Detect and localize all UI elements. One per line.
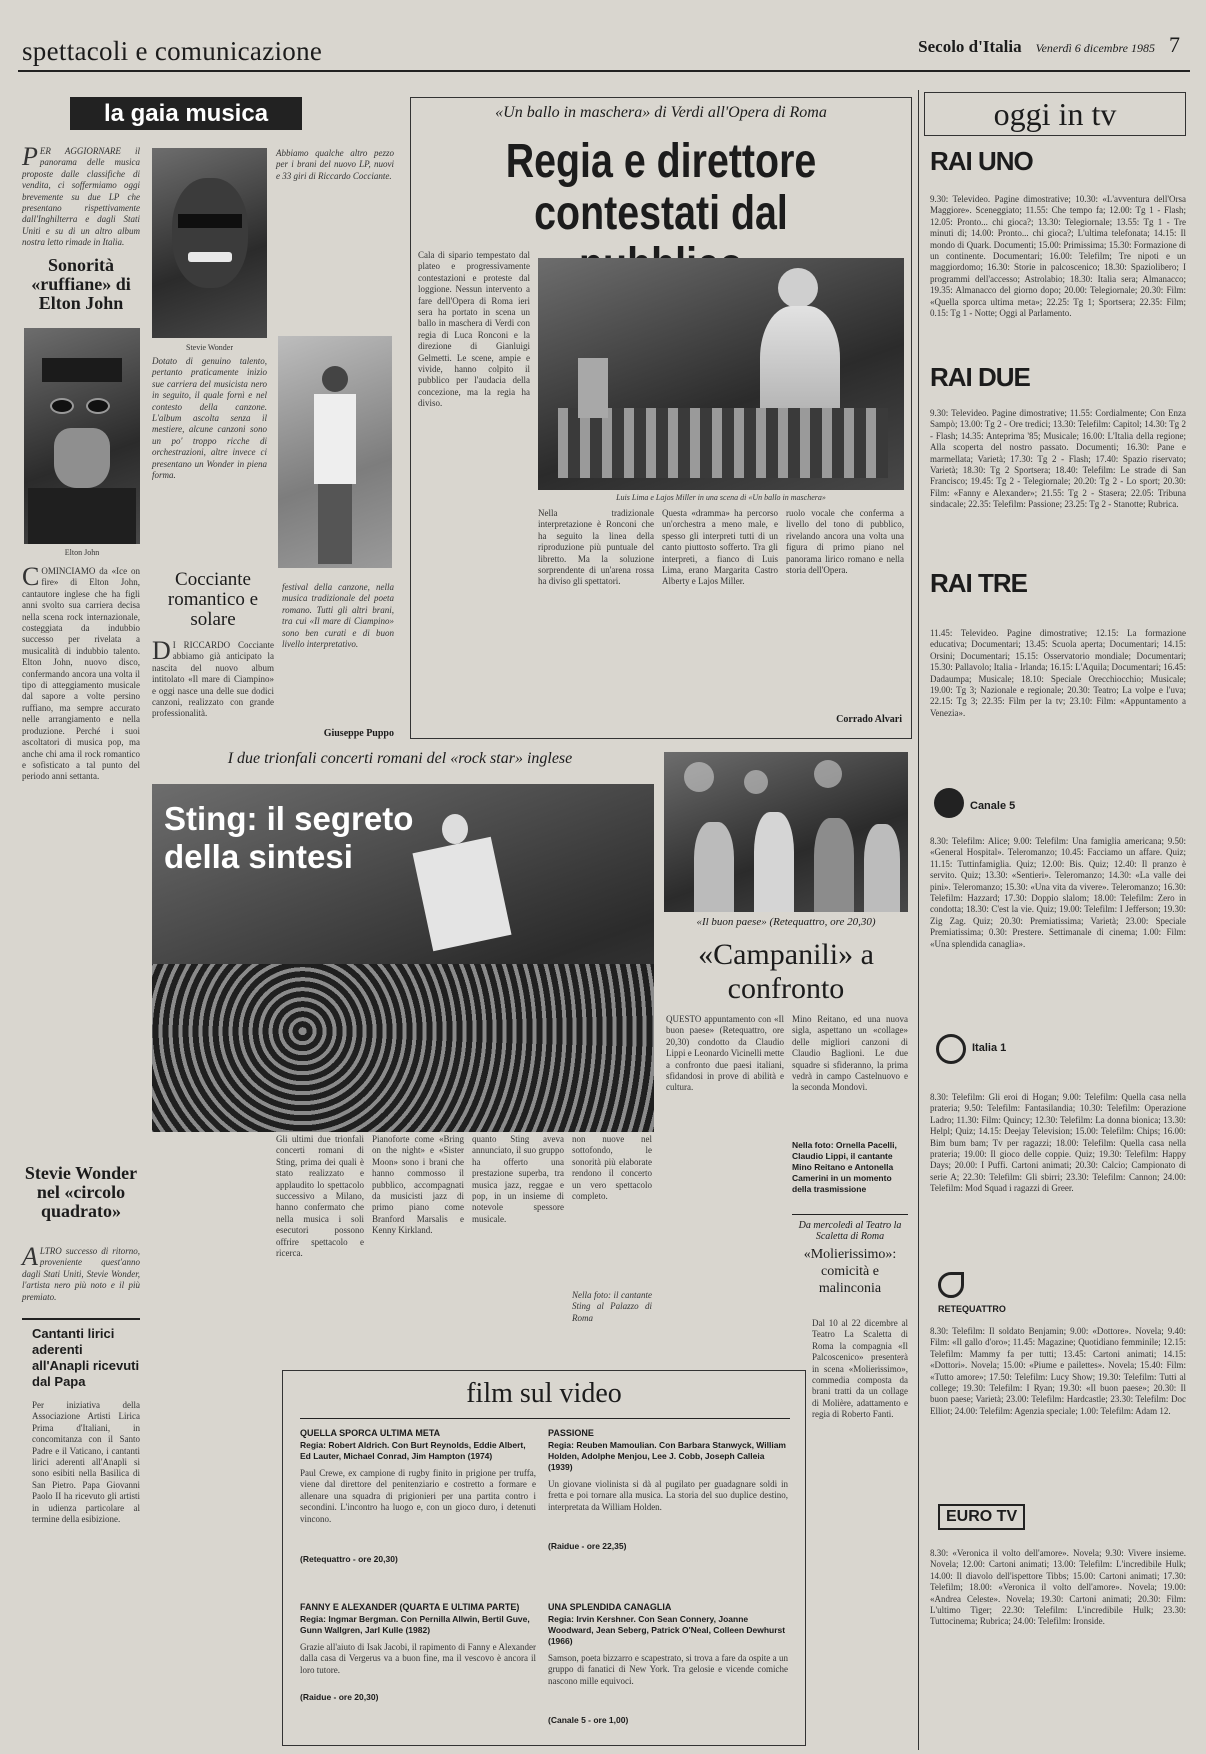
film-rule: [300, 1418, 790, 1419]
film-credits: Regia: Robert Aldrich. Con Burt Reynolds, Eddie Albert, Ed Lauter, Michael Conrad, Jim Hampton (1974): [300, 1440, 526, 1461]
tv-schedule: 8.30: Telefilm: Alice; 9.00: Telefilm: Una famiglia americana; 9.50: «General Hospital». Teleromanzo; 10.45: Facciamo un affare. Quiz; 11.15: Tuttinfamiglia. Quiz; 12.00: Bis. Quiz; 12.40: Il pranzo è servito. Quiz; 13.30: «Sentieri». Teleromanzo; 14.30: «La valle dei pini». Teleromanzo; 15.30: «Una vita da vivere». Teleromanzo; 16.30: Telefilm: Hazzard; 17.30: Doppio slalom; 18.00: Telefilm: Zero in condotta; 18.30: C'est la vie. Quiz; 19.00: Telefilm: I Jefferson; 19.30: Zig Zag. Quiz; 20.30: Premiatissima; Varietà; 23.00: Speciale Premiatissima; 0.30: Prestere. Settimanale di cinema; 1.00: Film: «Una splendida canaglia».: [930, 836, 1186, 949]
film-title: QUELLA SPORCA ULTIMA META: [300, 1428, 441, 1438]
eurotv-logo: EURO TV: [938, 1504, 1025, 1530]
newspaper-name: Secolo d'Italia: [918, 37, 1022, 56]
tv-schedule: 11.45: Televideo. Pagine dimostrative; 12.15: La formazione educativa; Documentari; 13.45: Scuola aperta; Documentari; 14.15: Orsini; Documentari; 15.15: Osservatorio mondiale; Documentari; 15.30: Pallavolo; Italia - Irlanda; 16.15: L'Aquila; Documentari; 16.45: Dadaumpa; Musicale; 18.10: Speciale Orecchiocchio; Musicale; 19.00: Tg 3; Nazionale e regionale; 20.30: Teatro; La volpe e l'uva; 22.15: Tg 3; 22.35: Film per la tv; 23.10: Film: «Appuntamento a Venezia».: [930, 628, 1186, 718]
retequattro-icon: [938, 1272, 964, 1298]
stevie-caption: Stevie Wonder: [186, 343, 233, 352]
cantanti-headline: Cantanti lirici aderenti all'Anapli ricevuti dal Papa: [32, 1326, 140, 1389]
campanili-col1: QUESTO appuntamento con «Il buon paese» (Retequattro, ore 20,30) condotto da Claudio Lippi e Leonardo Vicinelli mette a confronto due paesi italiani, sfidandosi in prove di abilità e cultura.: [666, 1014, 784, 1093]
issue-date: Venerdì 6 dicembre 1985: [1035, 41, 1155, 55]
sting-col3: quanto Sting aveva annunciato, il suo gruppo ha offerto una prestazione superba, tra musica jazz, reggae e pop, in un insieme di notevole spessore musicale.: [472, 1134, 564, 1224]
tv-schedule: 8.30: Telefilm: Il soldato Benjamin; 9.00: «Dottore». Novela; 9.40: Film: «Il gallo d'oro»; 11.45: Magazine; Quotidiano femminile; 12.15: Telefilm: Mammy fa per tutti; 13.45: Cartoni animati; 14.15: «Dottori». Novela; 15.00: «Piume e pailettes». Novela; 15.40: Film: «Tutto amore»; 17.50: Telefilm: Lucy Show; 19.30: Telefilm: Tutti al college; 19.30: Telefilm: I Ryan; 19.30: «Il buon paese»; 20.30: Il buon paese; Varietà; 23.00: Telefilm: Hardcastle; 23.30: Telefilm: Doc Elliot; 24.00: Telefilm: Agenzia speciale; 1.00: Telefilm: Adam 12.: [930, 1326, 1186, 1416]
teatro-headline: «Molierissimo»: comicità e malinconia: [803, 1247, 897, 1296]
sting-col2: Pianoforte come «Bring on the night» e «Sister Moon» sono i brani che hanno commosso il pubblico, accompagnati da musicisti jazz di primo piano come Branford Marsalis e Kenny Kirkland.: [372, 1134, 464, 1236]
film-title: FANNY E ALEXANDER (QUARTA E ULTIMA PARTE): [300, 1602, 520, 1612]
elton-john-photo: [24, 328, 140, 544]
header-rule: [18, 70, 1190, 72]
raitre-logo: RAI TRE: [930, 568, 1027, 598]
teatro-body: Dal 10 al 22 dicembre al Teatro La Scaletta di Roma la compagnia «Il Palcoscenico» presenterà in scena «Molierissimo», commedia composta da brani tratti da un collage di Molière, adattamento e regia di Roberto Fanti.: [812, 1318, 908, 1420]
music-banner-label: la gaia musica: [103, 100, 269, 127]
music-banner: [70, 97, 302, 130]
tv-title: oggi in tv: [993, 96, 1117, 132]
opera-lead-text: Cala di sipario tempestato dal plateo e progressivamente contestazioni e proteste dal loggione. Nessun intervento a fare dell'Opera di Roma ieri sera ha portato in scena un ballo in maschera di Verdi con regia di Luca Ronconi e la direzione di Gianluigi Gelmetti. Le scene, ampie e vivide, hanno colpito il pubblico per l'audacia della concezione, ma la regia ha diviso.: [418, 250, 530, 409]
film-title: UNA SPLENDIDA CANAGLIA: [548, 1602, 672, 1612]
film-synopsis: Grazie all'aiuto di Isak Jacobi, il rapimento di Fanny e Alexander dalla casa di Vergerus va a buon fine, ma il vescovo è ancora il loro tutore.: [300, 1642, 536, 1675]
film-section-title: film sul video: [466, 1378, 622, 1409]
film-title: PASSIONE: [548, 1428, 594, 1438]
tv-schedule: 9.30: Televideo. Pagine dimostrative; 11.55: Cordialmente; Con Enza Sampò; 13.00: Tg 2 - Ore tredici; 13.30: Telefilm: Capitol; 14.30: Tg 2 - Flash; 14.35: Anteprima '85; Musicale; 16.00: L'Italia della regione; Alla scoperta del nostro passato. Documenti; 16.30: Pane e marmellata; Varietà; 17.30: Tg 2 - Flash; 17.40: Spazio riservato; Varietà; 18.30: Tg 2 Sportsera; 18.40: Telefilm: Le strade di San Francisco; 19.45: Tg 2 - Telegiornale; 20.20: Tg 2 - Lo sport; 20.30: Film: «Fanny e Alexander»; 21.55: Tg 2 - Stasera; 22.05: Tribuna sindacale; 22.35: Telefilm: Passione; 23.25: Tg 2 - Stanotte; Rubrica.: [930, 408, 1186, 510]
film-credits: Regia: Ingmar Bergman. Con Pernilla Allwin, Bertil Guve, Gunn Wallgren, Jarl Kulle (1982): [300, 1614, 530, 1635]
opera-stage-photo: [538, 258, 904, 490]
campanili-headline: «Campanili» a confronto: [698, 938, 874, 1005]
section-title: spettacoli e comunicazione: [22, 36, 323, 66]
tv-schedule: 8.30: Telefilm: Gli eroi di Hogan; 9.00: Telefilm: Quella casa nella prateria; 9.50: Telefilm: Fantasilandia; 10.30: Telefilm: Operazione Ladro; 11.30: Film: Quincy; 12.30: Telefilm: La donna bionica; 13.30: Helpl; Quiz; 14.15: Deejay Television; 15.00: Telefilm: Chips; 16.00: Bim bum bam; Tv per ragazzi; 18.00: Telefilm: Quella casa nella prateria; 19.00: Il gioco delle coppie. Quiz; 19.30: Telefilm: Happy Days; 20.00: I Puffi. Cartoni animati; 20.30: Calcio; Campionato di serie A; 22.30: Telefilm: Gli sbirri; 23.30: Telefilm: Cannon; 24.00: Telefilm: Mod Squad i ragazzi di Greer.: [930, 1092, 1186, 1194]
stevie-wonder-photo: [152, 148, 267, 338]
film-item: [300, 1428, 536, 1564]
italia1-logo: Italia 1: [972, 1042, 1007, 1054]
cantanti-body: Per iniziativa della Associazione Artisti Lirica Prima d'Italiani, in concomitanza con il Santo Padre e il Vaticano, i cantanti lirici aderenti all'Anapli si sono esibiti nella Basilica di San Pietro. Papa Giovanni Paolo II ha ricevuto gli artisti in udienza particolare al termine della esibizione.: [32, 1400, 140, 1525]
buon-paese-photo: [664, 752, 908, 912]
cantanti-rule: [22, 1318, 140, 1320]
sting-col1: Gli ultimi due trionfali concerti romani di Sting, prima dei quali è stato realizzato e applaudito lo spettacolo successivo a Milano, hanno confermato che nella musica i soli esecutori possono offrire spettacolo e ricerca.: [276, 1134, 364, 1259]
canale5-icon: [934, 788, 964, 818]
music-intro: PER AGGIORNARE il panorama delle musica proposte dalle classifiche di vendita, ci soffermiamo oggi brevemente su due LP che presentano rispettivamente dall'Inghilterra e dagli Stati Uniti e su di un altro album nostra letto rimade in Italia.: [22, 142, 140, 248]
elton-body: COMINCIAMO da «Ice on fire» di Elton John, cantautore inglese che ha figli anni svolto sua carriera decisa nella scena rock internazionale, costeggiata da indubbio successo per rivelata a musicalità di indubbio talento. Elton John, nuovo disco, confermando ancora una volta il tipo di atteggiamento musicale dal sapore a volte persino ruffiano, ma sempre accurato nelle arrangiamento e nella produzione. Perché i suoi ascoltatori di musica pop, ma anche chi ama il rock romantico e sofisticato a tal punto del periodo anni settanta.: [22, 562, 140, 782]
opera-col1: Nella tradizionale interpretazione è Ronconi che ha seguito la linea della riproduzione più puntuale del libretto. Ma la soluzione sorprendente di un'arena rossa ha diviso gli spettatori.: [538, 508, 654, 587]
teatro-kicker: Da mercoledì al Teatro la Scaletta di Roma: [798, 1220, 902, 1242]
film-item: [300, 1602, 536, 1702]
stevie-headline: Stevie Wonder nel «circolo quadrato»: [24, 1163, 138, 1221]
film-synopsis: Un giovane violinista si dà al pugilato per guadagnare soldi in fretta e poi tornare alla musica. La storia del suo duplice destino, interpretata da William Holden.: [548, 1479, 788, 1512]
campanili-col2: Mino Reitano, ed una nuova sigla, aspettano un «collage» delle migliori canzoni di Claudio Baglioni. Le due squadre si sfideranno, la prima vedrà in campo Castelnuovo e la seconda Mondovì.: [792, 1014, 908, 1093]
cocciante-headline: Cocciante romantico e solare: [167, 569, 259, 630]
sting-headline: Sting: il segreto della sintesi: [164, 800, 414, 875]
opera-headline: Regia e direttore contestati dal: [505, 135, 817, 240]
opera-col3: ruolo vocale che conferma a livello del tono di pubblico, rivelando ancora una volta una figura di primo piano nel panorama lirico romano e nella storia dell'Opera.: [786, 508, 904, 576]
elton-caption: Elton John: [64, 548, 100, 557]
elton-headline: Sonorità «ruffiane» di Elton John: [31, 255, 131, 313]
stevie-review: Dotato di genuino talento, pertanto praticamente inizio sue carriera del musicista nero in seguito, il quale fornì e nel contesto della canzone. L'album ascolta senza il mestiere, alcune canzoni sono un po' troppo ricche di orchestrazioni, altre invece ci presentano un Wonder in piena forma.: [152, 356, 267, 481]
italia1-icon: [936, 1034, 966, 1064]
opera-photo-caption: Luis Lima e Lajos Miller in una scena di «Un ballo in maschera»: [616, 493, 826, 502]
opera-author: Corrado Alvari: [836, 714, 902, 725]
sting-col4: non nuove nel sottofondo, le sonorità più elaborate rendono il concerto un vero spettacolo completo.: [572, 1134, 652, 1202]
masthead: [918, 32, 1180, 58]
film-channel: (Raidue - ore 22,35): [548, 1541, 627, 1551]
film-channel: (Canale 5 - ore 1,00): [548, 1715, 629, 1725]
opera-col2: Questa «dramma» ha percorso un'orchestra a meno male, e spesso gli interpreti tutti di un canto piuttosto sofferto. Tra gli interpreti, a fianco di Luis Lima, erano Margarita Castro Alberty e Lajos Miller.: [662, 508, 778, 587]
film-channel: (Raidue - ore 20,30): [300, 1692, 379, 1702]
canale5-logo: Canale 5: [970, 800, 1016, 812]
sting-kicker: I due trionfali concerti romani del «rock star» inglese: [227, 750, 573, 767]
tv-column-rule: [918, 90, 919, 1750]
stevie-body: ALTRO successo di ritorno, proveniente quest'anno dagli Stati Uniti, Stevie Wonder, l'artista nero più noto e il più premiato.: [22, 1242, 140, 1302]
film-item: [548, 1428, 788, 1551]
film-synopsis: Samson, poeta bizzarro e scapestrato, si trova a fare da ospite a un gruppo di fanatici di New York. Tra gelosie e vicende comiche nascono mille equivoci.: [548, 1653, 788, 1686]
campanili-photo-note: Nella foto: Ornella Pacelli, Claudio Lippi, il cantante Mino Reitano e Antonella Camerini in un momento della trasmissione: [792, 1140, 897, 1194]
buon-paese-caption: «Il buon paese» (Retequattro, ore 20,30): [696, 916, 876, 928]
music-mid-bottom: festival della canzone, nella musica tradizionale del poeta romano. Tutti gli altri brani, tra cui «Il mare di Ciampino» sono ben curati e di buon livello interpretativo.: [282, 582, 394, 650]
teatro-rule: [792, 1214, 908, 1215]
film-credits: Regia: Irvin Kershner. Con Sean Connery, Joanne Woodward, Jean Seberg, Patrick O'Neal, Colleen Dewhurst (1966): [548, 1614, 786, 1646]
sting-caption: Nella foto: il cantante Sting al Palazzo di Roma: [572, 1290, 652, 1323]
raidue-logo: RAI DUE: [930, 362, 1030, 392]
tv-schedule: 9.30: Televideo. Pagine dimostrative; 10.30: «L'avventura dell'Orsa Maggiore». Sceneggiato; 11.55: Che tempo fa; 12.00: Tg 1 - Flash; 12.05: Pronto... chi gioca?; 13.30: Telegiornale; 13.55: Tg 1 - Tre minuti di; 14.00: Pronto... chi gioca?; L'ultima telefonata; 14.15: Il mondo di Quark. Documenti; 15.00: Primissima; 15.30: Formazione di un continente. Documentari; 16.00: Telefilm; Tre nipoti e un maggiordomo; 16.30: Storie in palcoscenico; 18.30: Spaziolibero; I programmi dell'accesso; Astrolabio; 18.30: Italia sera; Almanacco; 19.35: Almanacco del giorno dopo; 20.00: Telegiornale; 20.30: Film: «Quella sporca ultima meta»; 22.25: Tg 1; Sportsera; 22.35: Film; 0.15: Tg 1 - Notte; Oggi al Parlamento.: [930, 194, 1186, 319]
retequattro-logo: RETEQUATTRO: [938, 1304, 1006, 1314]
concert-photo: [278, 336, 392, 568]
cocciante-body: DI RICCARDO Cocciante abbiamo già anticipato la nascita del nuovo album intitolato «Il mare di Ciampino» e oggi nasce una delle sue dodici canzoni, realizzato con grande professionalità.: [152, 636, 274, 719]
opera-kicker: «Un ballo in maschera» di Verdi all'Opera di Roma: [495, 104, 827, 121]
music-author: Giuseppe Puppo: [323, 728, 394, 739]
tv-schedule: 8.30: «Veronica il volto dell'amore». Novela; 9.30: Vivere insieme. Novela; 12.00: Cartoni animati; 13.00: Telefilm: L'incredibile Hulk; 14.00: Il diavolo dell'ispettore Tibbs; 15.00: Cartoni animati; 17.30: Telefilm; 18.00: «Veronica il volto dell'amore». Novela; 19.00: «Andrea Celeste». Novela; 19.30: Cartoni animati; 20.30: Film: L'ultimo Tiger; 22.30: Telefilm: L'incredibile Hulk; 23.30: Tuttocinema; Rubrica; 24.00: Telefilm: Ironside.: [930, 1548, 1186, 1627]
raiuno-logo: RAI UNO: [930, 146, 1033, 176]
page-number: 7: [1169, 32, 1180, 57]
film-credits: Regia: Reuben Mamoulian. Con Barbara Stanwyck, William Holden, Adolphe Menjou, Lee J. Cobb, Joseph Calleia (1939): [548, 1440, 786, 1472]
film-synopsis: Paul Crewe, ex campione di rugby finito in prigione per truffa, viene dal direttore del penitenziario e costretto a formare e allenare una squadra di prigionieri per una partita contro i secondini. L'incontro ha luogo e, con un gioco duro, i detenuti vincono.: [300, 1468, 536, 1524]
film-item: [548, 1602, 788, 1725]
film-channel: (Retequattro - ore 20,30): [300, 1554, 398, 1564]
music-mid-top: Abbiamo qualche altro pezzo per i brani del nuovo LP, nuovi e 33 giri di Riccardo Cocciante.: [276, 148, 394, 181]
